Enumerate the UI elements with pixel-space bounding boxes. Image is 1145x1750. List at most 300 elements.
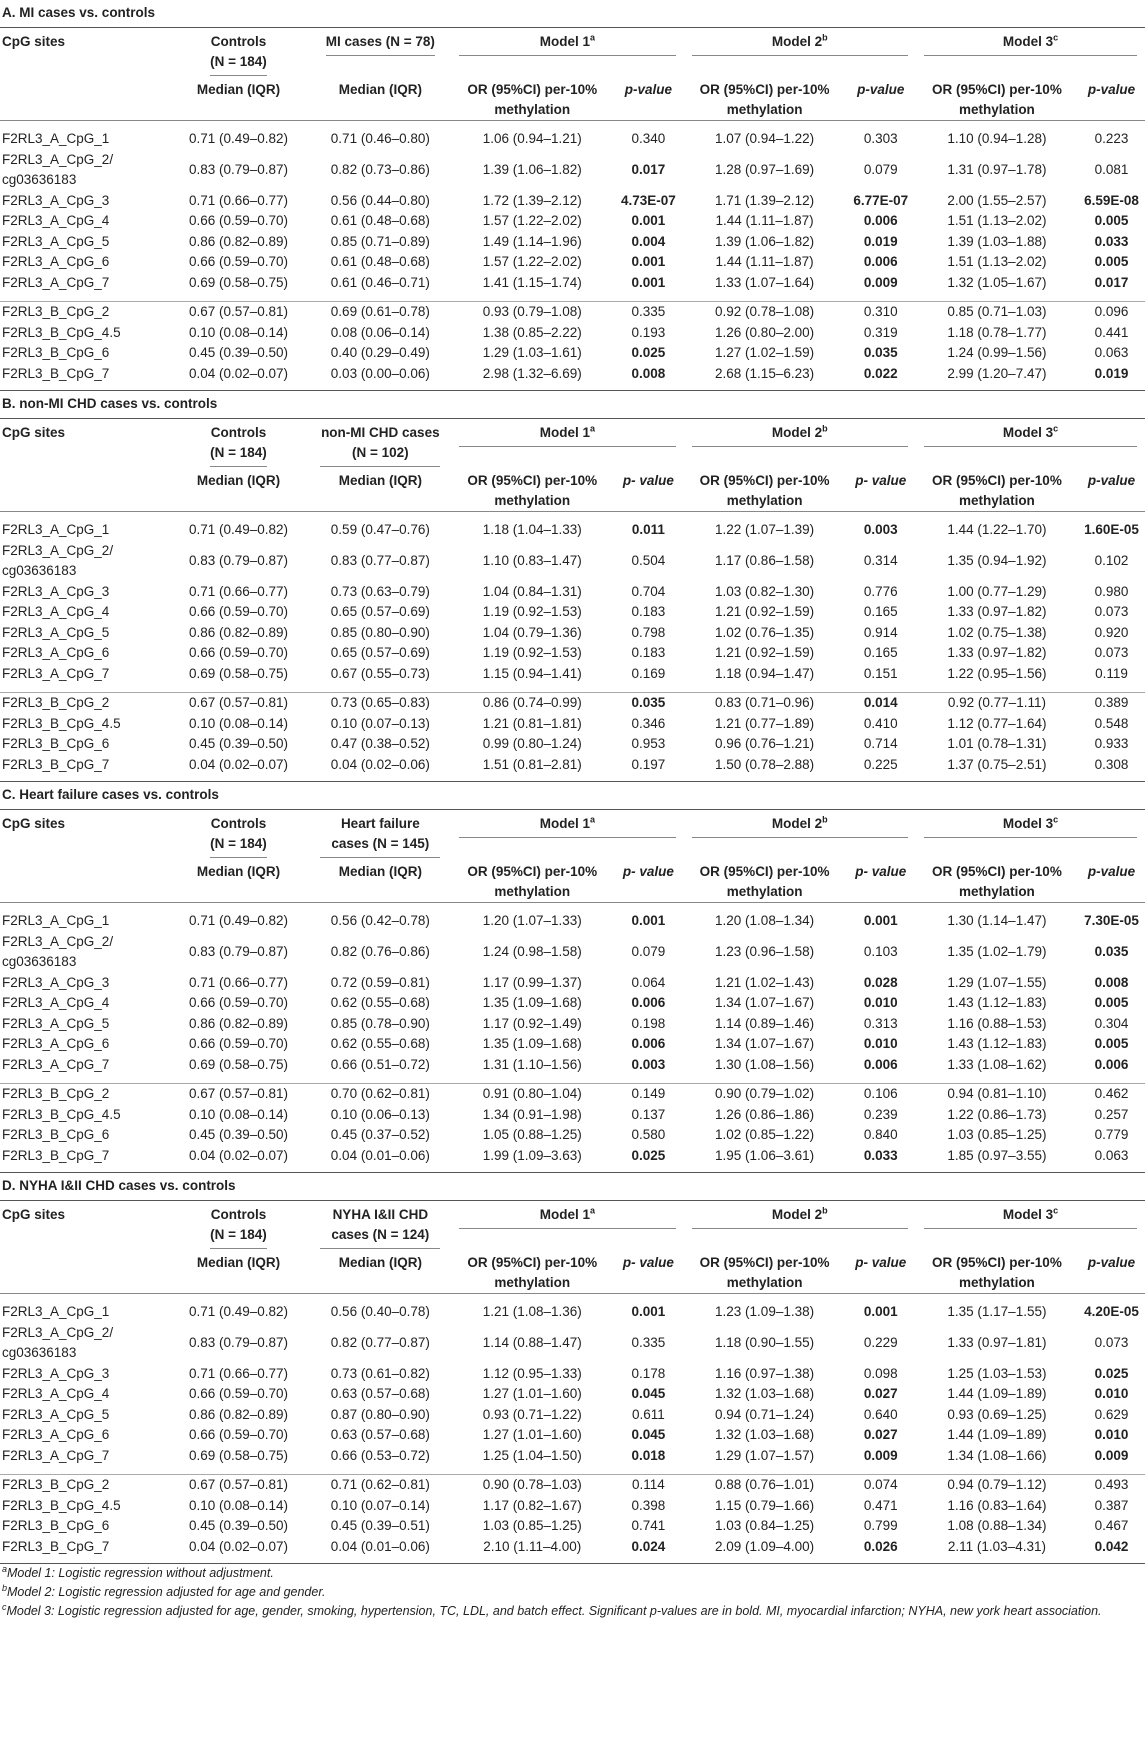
or-cell: 1.03 (0.82–1.30) [715,583,815,599]
cpg-site-cell: F2RL3_A_CpG_7 [2,1056,110,1072]
cpg-site-cell: F2RL3_A_CpG_3 [2,192,110,208]
col-subheader-pvalue: p-value [1078,76,1145,121]
or-cell: 1.24 (0.98–1.58) [482,943,582,959]
pvalue-cell: 1.60E-05 [1084,522,1139,537]
or-cell: 1.57 (1.22–2.02) [482,254,582,269]
or-cell: 2.99 (1.20–7.47) [947,365,1047,381]
pvalue-cell: 0.504 [631,552,666,568]
or-cell: 1.27 (1.02–1.59) [715,345,815,360]
col-subheader-or: OR (95%CI) per-10% methylation [916,76,1078,121]
pvalue-cell: 0.081 [1094,161,1129,177]
or-cell: 1.39 (1.06–1.82) [715,233,815,249]
cases-median-cell: 0.04 (0.01–0.06) [330,1147,430,1163]
or-cell: 1.35 (1.17–1.55) [947,1304,1047,1319]
or-cell: 1.22 (1.07–1.39) [715,522,815,537]
pvalue-cell: 0.025 [1094,1365,1129,1381]
col-header-controls: Controls (N = 184) [168,1201,310,1249]
or-cell: 1.43 (1.12–1.83) [947,1036,1047,1051]
pvalue-cell: 0.149 [613,1084,683,1105]
cpg-site-cell: F2RL3_A_CpG_2/ cg03636183 [2,933,114,969]
table-row [0,150,1145,191]
controls-median-cell: 0.83 (0.79–0.87) [188,943,289,959]
or-cell: 1.07 (0.94–1.22) [715,131,815,146]
table-row [0,1475,1145,1496]
pvalue-cell: 0.001 [631,213,666,228]
table-row [0,582,1145,603]
col-header-model-2: Model 2$^b$ [684,1201,916,1249]
or-cell: 1.02 (0.76–1.35) [715,624,815,640]
col-header-controls: Controls (N = 184) [168,28,310,76]
cpg-site-cell: F2RL3_A_CpG_1 [2,131,110,146]
col-subheader-pvalue: p-value [1078,1249,1145,1294]
cases-median-cell: 0.40 (0.29–0.49) [330,345,430,360]
col-subheader-median: Median (IQR) [168,1249,310,1294]
cpg-site-cell: F2RL3_B_CpG_4.5 [2,1497,121,1513]
cpg-site-cell: F2RL3_B_CpG_6 [2,1518,110,1533]
col-subheader-pvalue: p-value [846,76,916,121]
or-cell: 1.32 (1.03–1.68) [715,1427,815,1442]
pvalue-cell: 0.073 [1094,1334,1129,1350]
or-cell: 0.94 (0.79–1.12) [916,1475,1078,1496]
pvalue-cell: 0.079 [631,943,666,959]
col-subheader-median: Median (IQR) [168,858,310,903]
table-row [0,1384,1145,1405]
pvalue-cell: 0.027 [863,1427,898,1442]
or-cell: 2.10 (1.11–4.00) [483,1538,582,1554]
table-row [0,1364,1145,1385]
pvalue-cell: 0.001 [631,913,666,928]
or-cell: 1.44 (1.09–1.89) [947,1427,1047,1442]
pvalue-cell: 0.098 [863,1365,898,1381]
col-subheader-median: Median (IQR) [168,76,310,121]
or-cell: 1.29 (1.03–1.61) [482,345,582,360]
controls-median-cell: 0.67 (0.57–0.81) [168,693,310,714]
cases-median-cell: 0.04 (0.01–0.06) [330,1538,430,1554]
cases-median-cell: 0.71 (0.62–0.81) [309,1475,451,1496]
controls-median-cell: 0.45 (0.39–0.50) [188,1127,289,1142]
col-subheader-pvalue: p- value [613,1249,683,1294]
or-cell: 1.35 (1.02–1.79) [947,943,1047,959]
pvalue-cell: 0.704 [631,583,666,599]
or-cell: 0.92 (0.78–1.08) [684,302,846,323]
col-subheader-median: Median (IQR) [309,1249,451,1294]
controls-median-cell: 0.86 (0.82–0.89) [188,233,289,249]
or-cell: 1.21 (1.02–1.43) [715,974,815,990]
table-row [0,211,1145,232]
table-row [0,252,1145,273]
or-cell: 1.03 (0.84–1.25) [715,1518,815,1533]
pvalue-cell: 0.006 [631,1036,666,1051]
controls-median-cell: 0.69 (0.58–0.75) [188,1056,289,1072]
cases-median-cell: 0.45 (0.37–0.52) [330,1127,430,1142]
pvalue-cell: 0.441 [1094,324,1129,340]
controls-median-cell: 0.10 (0.08–0.14) [188,1497,289,1513]
or-cell: 1.18 (0.78–1.77) [947,324,1047,340]
pvalue-cell: 0.840 [863,1127,898,1142]
or-cell: 1.99 (1.09–3.63) [482,1147,582,1163]
or-cell: 1.34 (1.07–1.67) [715,995,815,1010]
table-row [0,1496,1145,1517]
pvalue-cell: 0.183 [631,604,666,619]
or-cell: 0.91 (0.80–1.04) [451,1084,613,1105]
col-header-cases: Heart failure cases (N = 145) [309,810,451,858]
pvalue-cell: 0.024 [631,1538,666,1554]
pvalue-cell: 0.303 [863,131,898,146]
or-cell: 1.85 (0.97–3.55) [947,1147,1047,1163]
or-cell: 1.29 (1.07–1.57) [715,1447,815,1463]
col-subheader-pvalue: p- value [613,858,683,903]
pvalue-cell: 0.178 [631,1365,666,1381]
section-title: C. Heart failure cases vs. controls [0,782,1145,810]
or-cell: 2.98 (1.32–6.69) [482,365,582,381]
or-cell: 0.86 (0.74–0.99) [451,693,613,714]
pvalue-cell: 0.410 [863,715,898,731]
pvalue-cell: 0.225 [863,756,898,772]
or-cell: 2.68 (1.15–6.23) [715,365,815,381]
or-cell: 1.31 (0.97–1.78) [947,161,1047,177]
pvalue-cell: 0.103 [863,943,898,959]
controls-median-cell: 0.10 (0.08–0.14) [188,1106,289,1122]
cases-median-cell: 0.04 (0.02–0.06) [330,756,430,772]
header-row [0,419,1145,467]
pvalue-cell: 0.387 [1094,1497,1129,1513]
controls-median-cell: 0.86 (0.82–0.89) [188,1406,289,1422]
pvalue-cell: 0.197 [631,756,666,772]
col-header-cases: non-MI CHD cases (N = 102) [309,419,451,467]
pvalue-cell: 0.313 [863,1015,898,1031]
col-header-cpg: CpG sites [2,816,66,831]
table-row [0,541,1145,582]
controls-median-cell: 0.71 (0.66–0.77) [188,583,289,599]
pvalue-cell: 0.165 [863,604,898,619]
pvalue-cell: 0.462 [1078,1084,1145,1105]
cases-median-cell: 0.59 (0.47–0.76) [330,522,430,537]
or-cell: 1.02 (0.85–1.22) [715,1127,815,1142]
pvalue-cell: 0.001 [631,254,666,269]
cases-median-cell: 0.67 (0.55–0.73) [330,665,430,681]
pvalue-cell: 0.025 [631,345,666,360]
pvalue-cell: 0.920 [1094,624,1129,640]
table-row [0,664,1145,685]
section-title: D. NYHA I&II CHD cases vs. controls [0,1173,1145,1201]
pvalue-cell: 0.114 [613,1475,683,1496]
cpg-site-cell: F2RL3_A_CpG_1 [2,1304,110,1319]
or-cell: 1.30 (1.08–1.56) [715,1056,815,1072]
cases-median-cell: 0.73 (0.65–0.83) [309,693,451,714]
or-cell: 1.14 (0.89–1.46) [715,1015,815,1031]
or-cell: 1.21 (0.77–1.89) [715,715,815,731]
pvalue-cell: 0.629 [1094,1406,1129,1422]
cases-median-cell: 0.73 (0.63–0.79) [330,583,430,599]
pvalue-cell: 0.340 [631,131,666,146]
or-cell: 1.95 (1.06–3.61) [715,1147,815,1163]
controls-median-cell: 0.66 (0.59–0.70) [188,254,289,269]
cpg-site-cell: F2RL3_A_CpG_4 [2,995,110,1010]
cases-median-cell: 0.03 (0.00–0.06) [330,365,430,381]
or-cell: 1.32 (1.03–1.68) [715,1386,815,1401]
table-row [0,343,1145,364]
cpg-site-cell: F2RL3_B_CpG_7 [2,1538,110,1554]
pvalue-cell: 0.471 [863,1497,898,1513]
table-row [0,302,1145,323]
col-header-model-2: Model 2$^b$ [684,419,916,467]
or-cell: 1.49 (1.14–1.96) [482,233,582,249]
or-cell: 1.50 (0.78–2.88) [715,756,815,772]
pvalue-cell: 0.165 [863,645,898,660]
or-cell: 0.90 (0.79–1.02) [684,1084,846,1105]
cases-median-cell: 0.83 (0.77–0.87) [330,552,430,568]
or-cell: 1.17 (0.99–1.37) [482,974,582,990]
controls-median-cell: 0.66 (0.59–0.70) [188,1036,289,1051]
or-cell: 1.39 (1.03–1.88) [947,233,1047,249]
cpg-site-cell: F2RL3_B_CpG_2 [0,302,168,323]
controls-median-cell: 0.45 (0.39–0.50) [188,1518,289,1533]
pvalue-cell: 0.045 [631,1386,666,1401]
col-subheader-or: OR (95%CI) per-10% methylation [684,76,846,121]
pvalue-cell: 0.319 [863,324,898,340]
pvalue-cell: 0.017 [1094,274,1129,290]
or-cell: 1.57 (1.22–2.02) [482,213,582,228]
pvalue-cell: 6.59E-08 [1084,192,1139,208]
cpg-site-cell: F2RL3_B_CpG_6 [2,1127,110,1142]
or-cell: 1.10 (0.94–1.28) [947,131,1047,146]
results-table [0,810,1145,1173]
table-row [0,623,1145,644]
or-cell: 1.33 (0.97–1.81) [947,1334,1047,1350]
cpg-site-cell: F2RL3_A_CpG_7 [2,274,110,290]
or-cell: 2.09 (1.09–4.00) [715,1538,815,1554]
or-cell: 1.32 (1.05–1.67) [947,274,1047,290]
or-cell: 1.21 (0.92–1.59) [715,645,815,660]
or-cell: 1.16 (0.88–1.53) [947,1015,1047,1031]
or-cell: 1.30 (1.14–1.47) [947,913,1047,928]
cpg-site-cell: F2RL3_A_CpG_3 [2,583,110,599]
pvalue-cell: 0.308 [1094,756,1129,772]
or-cell: 1.33 (1.08–1.62) [947,1056,1047,1072]
col-header-model-2: Model 2$^b$ [684,28,916,76]
table-row [0,714,1145,735]
pvalue-cell: 0.001 [863,1304,898,1319]
pvalue-cell: 0.239 [863,1106,898,1122]
col-subheader-median: Median (IQR) [309,858,451,903]
or-cell: 1.16 (0.83–1.64) [947,1497,1047,1513]
or-cell: 0.96 (0.76–1.21) [715,736,815,751]
pvalue-cell: 0.229 [863,1334,898,1350]
controls-median-cell: 0.66 (0.59–0.70) [188,645,289,660]
cpg-site-cell: F2RL3_A_CpG_5 [2,1406,110,1422]
cpg-site-cell: F2RL3_A_CpG_6 [2,645,110,660]
pvalue-cell: 0.580 [631,1127,666,1142]
pvalue-cell: 0.042 [1094,1538,1129,1554]
pvalue-cell: 0.346 [631,715,666,731]
or-cell: 0.93 (0.79–1.08) [451,302,613,323]
or-cell: 1.72 (1.39–2.12) [482,192,582,208]
pvalue-cell: 0.022 [863,365,898,381]
section-title: A. MI cases vs. controls [0,0,1145,28]
pvalue-cell: 0.011 [631,522,665,537]
pvalue-cell: 0.548 [1094,715,1129,731]
col-subheader-median: Median (IQR) [168,467,310,512]
pvalue-cell: 0.183 [631,645,666,660]
or-cell: 1.41 (1.15–1.74) [482,274,582,290]
pvalue-cell: 0.953 [631,736,666,751]
or-cell: 1.34 (1.08–1.66) [947,1447,1047,1463]
controls-median-cell: 0.69 (0.58–0.75) [188,665,289,681]
pvalue-cell: 0.467 [1094,1518,1129,1533]
cases-median-cell: 0.10 (0.06–0.13) [330,1106,430,1122]
or-cell: 1.37 (0.75–2.51) [947,756,1047,772]
table-row [0,1014,1145,1035]
controls-median-cell: 0.71 (0.49–0.82) [188,913,289,928]
controls-median-cell: 0.66 (0.59–0.70) [188,604,289,619]
or-cell: 1.31 (1.10–1.56) [482,1056,582,1072]
or-cell: 1.04 (0.79–1.36) [482,624,582,640]
or-cell: 0.94 (0.71–1.24) [715,1406,815,1422]
cpg-site-cell: F2RL3_A_CpG_6 [2,1036,110,1051]
cases-median-cell: 0.85 (0.80–0.90) [330,624,430,640]
subheader-row [0,76,1145,121]
pvalue-cell: 0.035 [613,693,683,714]
table-row [0,1516,1145,1537]
pvalue-cell: 0.010 [863,1036,898,1051]
header-row [0,28,1145,76]
table-row [0,232,1145,253]
pvalue-cell: 0.106 [846,1084,916,1105]
col-subheader-pvalue: p-value [1078,467,1145,512]
table-row [0,755,1145,776]
pvalue-cell: 0.009 [1094,1447,1129,1463]
pvalue-cell: 0.257 [1094,1106,1129,1122]
or-cell: 0.85 (0.71–1.03) [916,302,1078,323]
or-cell: 1.25 (1.04–1.50) [482,1447,582,1463]
controls-median-cell: 0.83 (0.79–0.87) [188,552,289,568]
cases-median-cell: 0.61 (0.46–0.71) [330,274,430,290]
col-header-model-3: Model 3$^c$ [916,28,1145,76]
col-header-model-1: Model 1$^a$ [451,810,683,858]
table-row [0,129,1145,150]
cpg-site-cell: F2RL3_B_CpG_6 [2,345,110,360]
or-cell: 1.34 (0.91–1.98) [482,1106,582,1122]
or-cell: 1.00 (0.77–1.29) [947,583,1047,599]
pvalue-cell: 0.006 [863,1056,898,1072]
cpg-site-cell: F2RL3_A_CpG_6 [2,1427,110,1442]
col-subheader-pvalue: p- value [846,1249,916,1294]
pvalue-cell: 0.001 [631,274,666,290]
pvalue-cell: 0.033 [863,1147,898,1163]
cases-median-cell: 0.82 (0.77–0.87) [330,1334,430,1350]
cases-median-cell: 0.62 (0.55–0.68) [330,995,430,1010]
controls-median-cell: 0.71 (0.66–0.77) [188,974,289,990]
col-header-controls: Controls (N = 184) [168,810,310,858]
table-row [0,1405,1145,1426]
col-subheader-or: OR (95%CI) per-10% methylation [916,858,1078,903]
cases-median-cell: 0.85 (0.78–0.90) [330,1015,430,1031]
pvalue-cell: 0.063 [1094,1147,1129,1163]
pvalue-cell: 7.30E-05 [1084,913,1139,928]
or-cell: 0.93 (0.69–1.25) [947,1406,1047,1422]
controls-median-cell: 0.71 (0.66–0.77) [188,1365,289,1381]
cpg-site-cell: F2RL3_A_CpG_5 [2,624,110,640]
controls-median-cell: 0.83 (0.79–0.87) [188,1334,289,1350]
or-cell: 1.29 (1.07–1.55) [947,974,1047,990]
or-cell: 1.23 (1.09–1.38) [715,1304,815,1319]
controls-median-cell: 0.71 (0.49–0.82) [188,522,289,537]
pvalue-cell: 0.001 [631,1304,666,1319]
pvalue-cell: 0.019 [863,233,898,249]
or-cell: 1.15 (0.94–1.41) [482,665,582,681]
table-row [0,993,1145,1014]
cpg-site-cell: F2RL3_A_CpG_2/ cg03636183 [2,542,114,578]
table-row [0,1425,1145,1446]
controls-median-cell: 0.10 (0.08–0.14) [188,324,289,340]
cases-median-cell: 0.61 (0.48–0.68) [330,254,430,269]
or-cell: 2.00 (1.55–2.57) [947,192,1047,208]
pvalue-cell: 0.980 [1094,583,1129,599]
pvalue-cell: 0.640 [863,1406,898,1422]
cpg-site-cell: F2RL3_A_CpG_5 [2,233,110,249]
or-cell: 1.35 (1.09–1.68) [482,1036,582,1051]
or-cell: 0.92 (0.77–1.11) [916,693,1078,714]
cases-median-cell: 0.82 (0.73–0.86) [330,161,430,177]
pvalue-cell: 0.001 [863,913,898,928]
or-cell: 1.44 (1.22–1.70) [947,522,1047,537]
table-row [0,273,1145,294]
cases-median-cell: 0.65 (0.57–0.69) [330,604,430,619]
footnote: $^b$Model 2: Logistic regression adjusted for age and gender. [2,1582,326,1599]
or-cell: 1.24 (0.99–1.56) [947,345,1047,360]
pvalue-cell: 4.20E-05 [1084,1304,1139,1319]
cpg-site-cell: F2RL3_B_CpG_2 [0,693,168,714]
pvalue-cell: 0.005 [1094,1036,1129,1051]
pvalue-cell: 0.714 [863,736,898,751]
footnote: $^c$Model 3: Logistic regression adjusted for age, gender, smoking, hypertension, TC, LDL, and batch effect. Significant p-values are in bold. MI, myocardial infarction; NYHA, new york heart association. [2,1601,1102,1618]
or-cell: 1.17 (0.92–1.49) [482,1015,582,1031]
or-cell: 1.05 (0.88–1.25) [482,1127,582,1142]
or-cell: 0.94 (0.81–1.10) [916,1084,1078,1105]
cpg-site-cell: F2RL3_A_CpG_6 [2,254,110,269]
pvalue-cell: 0.223 [1094,131,1129,146]
col-subheader-or: OR (95%CI) per-10% methylation [451,1249,613,1294]
or-cell: 0.90 (0.78–1.03) [451,1475,613,1496]
or-cell: 1.20 (1.08–1.34) [715,913,815,928]
col-header-model-2: Model 2$^b$ [684,810,916,858]
footnote: $^a$Model 1: Logistic regression without adjustment. [2,1563,274,1580]
cases-median-cell: 0.61 (0.48–0.68) [330,213,430,228]
pvalue-cell: 0.776 [863,583,898,599]
pvalue-cell: 0.914 [863,624,898,640]
pvalue-cell: 0.063 [1094,345,1129,360]
pvalue-cell: 0.335 [613,302,683,323]
pvalue-cell: 0.008 [631,365,666,381]
controls-median-cell: 0.66 (0.59–0.70) [188,1427,289,1442]
or-cell: 0.93 (0.71–1.22) [482,1406,582,1422]
controls-median-cell: 0.71 (0.49–0.82) [188,1304,289,1319]
cpg-site-cell: F2RL3_A_CpG_3 [2,974,110,990]
or-cell: 1.22 (0.86–1.73) [947,1106,1047,1122]
pvalue-cell: 0.008 [1094,974,1129,990]
controls-median-cell: 0.67 (0.57–0.81) [168,302,310,323]
table-row [0,1302,1145,1323]
or-cell: 1.51 (1.13–2.02) [947,213,1047,228]
or-cell: 1.14 (0.88–1.47) [482,1334,582,1350]
pvalue-cell: 0.026 [863,1538,898,1554]
cpg-site-cell: F2RL3_A_CpG_5 [2,1015,110,1031]
table-row [0,1034,1145,1055]
or-cell: 1.03 (0.85–1.25) [482,1518,582,1533]
controls-median-cell: 0.67 (0.57–0.81) [168,1084,310,1105]
cases-median-cell: 0.62 (0.55–0.68) [330,1036,430,1051]
cases-median-cell: 0.63 (0.57–0.68) [330,1427,430,1442]
